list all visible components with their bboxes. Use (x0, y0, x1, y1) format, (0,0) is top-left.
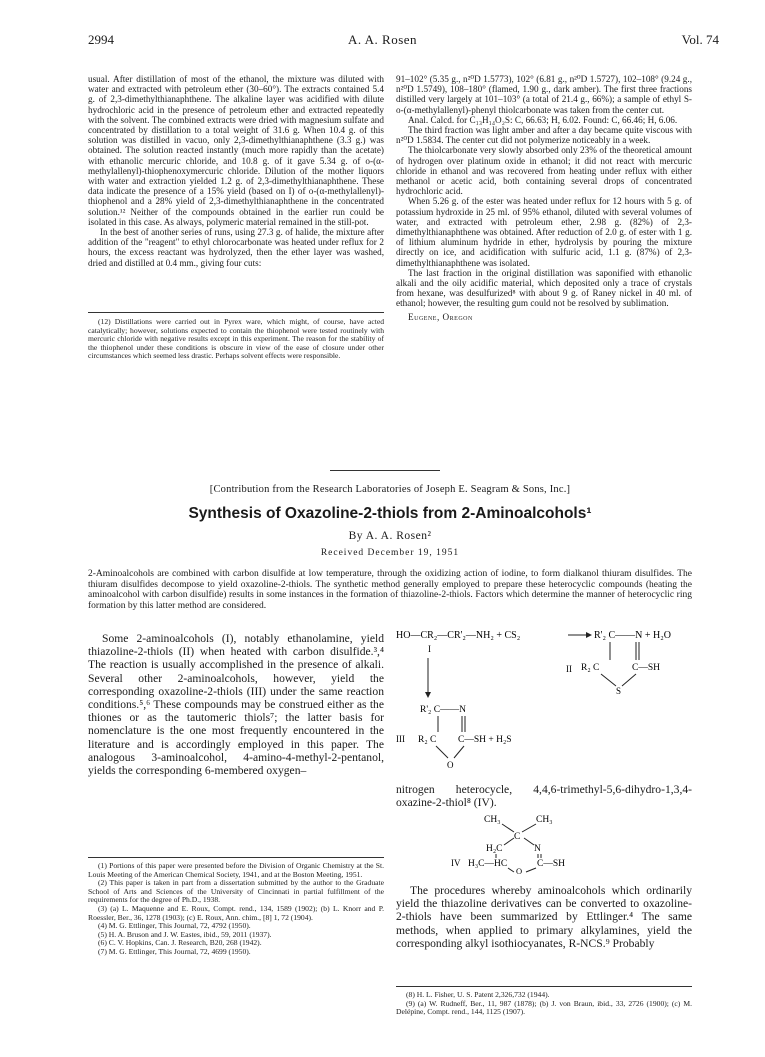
paragraph: When 5.26 g. of the ester was heated under reflux for 12 hours with 5 g. of potassium hydroxide in 25 ml. of 95% ethanol, diluted with several volumes of water, and extracted with petroleum ether, 2.98 g. (82%) of 2,3-dimethylthianaphthene was obtained. After reduction of 2.0 g. of ester with 1 g. of lithium aluminum hydride in ether, hydrolysis by pouring the mixture directly on ice, and acidification with sulfuric acid, 1.1 g. (87%) of 2,3-dimethylthianaphthene was isolated. (396, 196, 692, 268)
volume-label: Vol. 74 (681, 32, 719, 47)
IV-CH3-left: CH₃ (484, 815, 501, 825)
IV-N: N (534, 844, 541, 854)
footnote: (7) M. G. Ettlinger, This Journal, 72, 4699 (1950). (98, 946, 251, 956)
bond (622, 674, 636, 686)
IV-CSH: C—SH (537, 859, 565, 869)
left-footnote (88, 318, 384, 361)
III-top: R'₂ C——N (420, 705, 466, 715)
bond (508, 868, 514, 872)
footnote: (4) M. G. Ettlinger, This Journal, 72, 4792 (1950). (98, 921, 251, 931)
contribution-line: [Contribution from the Research Laboratories of Joseph E. Seagram & Sons, Inc.] (209, 484, 571, 495)
III-O: O (447, 760, 454, 770)
footnote-rule (396, 986, 692, 987)
arrow-head-icon (586, 632, 592, 638)
paragraph: 91–102° (5.35 g., n²⁰D 1.5773), 102° (6.81 g., n²⁰D 1.5727), 102–108° (9.24 g., n²⁰D 1.5749), 108–180° (flamed, 1.90 g., dark amber). The first three fractions distilled very largely at 101–103° (a total of 21.4 g., 66%); a sample of ethyl S-o-(α-methylallenyl)-phenyl thiolcarbonate was taken from the center cut. (396, 74, 692, 115)
body-right-a (396, 783, 692, 809)
reactant-equation: HO—CR₂—CR'₂—NH₂ + CS₂ (396, 630, 521, 641)
bond (436, 746, 448, 758)
running-author: A. A. Rosen (347, 32, 418, 47)
II-R2C: R₂ C (581, 663, 600, 673)
right-column-text (396, 74, 692, 322)
footnote: (9) (a) W. Rudneff, Ber., 11, 987 (1878); (b) J. von Braun, ibid., 33, 2726 (1900); (c) M. Delépine, Compt. rend., 144, 1125 (1907). (396, 998, 692, 1017)
bond (502, 824, 514, 832)
II-CSH: C—SH (632, 663, 660, 673)
footnote: (6) C. V. Hopkins, Can. J. Research, B20, 268 (1942). (98, 938, 262, 948)
bond (522, 824, 536, 832)
bond (504, 838, 514, 845)
page-number: 2994 (88, 32, 114, 47)
footnote-rule (88, 312, 384, 313)
paragraph: Some 2-aminoalcohols (I), notably ethanolamine, yield thiazoline-2-thiols (II) when heated with carbon disulfide.³,⁴ The reaction is usually accomplished in the presence of alkali. Several other 2-aminoalcohols, however, yield the corresponding oxazoline-2-thiols (III) under the same reaction conditions.⁵,⁶ These compounds may be construed either as the thiones or as the tautomeric thiols⁷; the latter basis for nomenclature is the one most frequently encountered in the literature and is accordingly employed in this paper. The analogous 3-aminoalcohol, 4-amino-4-methyl-2-pentanol, yields the corresponding 6-membered oxygen– (88, 632, 384, 778)
II-S: S (616, 686, 622, 696)
body-left (88, 632, 384, 777)
label-IV: IV (451, 858, 461, 868)
IV-O: O (516, 866, 523, 874)
footnote: (2) This paper is taken in part from a dissertation submitted by the author to the Graduate School of Arts and Sciences of the University of Cincinnati in partial fulfillment of the requirements for the degree of Ph.D., 1938. (88, 878, 384, 905)
paragraph: In the best of another series of runs, using 27.3 g. of halide, the mixture after addition of the "reagent" to ethyl chlorocarbonate was heated under reflux for 2 hours, the excess reactant was hydrolyzed, then the ether layer was washed, dried and distilled at 0.4 mm., giving four cuts: (88, 227, 384, 268)
III-CSH: C—SH + H₂S (458, 735, 512, 745)
arrow-head-icon (425, 692, 431, 698)
footnote: (12) Distillations were carried out in Pyrex ware, which might, of course, have acted catalytically; however, solutions expected to contain the thiophenol were tested routinely with mercuric chloride with negative results except in this experiment. The reason for the stability of the thiophenol under these conditions is obscure in view of the ease of closure under other circumstances which seemed less drastic. Perhaps solvent effects were responsible. (88, 317, 384, 361)
paragraph: The procedures whereby aminoalcohols which ordinarily yield the thiazoline derivatives can be converted to oxazoline-2-thiols have been summarized by Ettlinger.⁴ The same methods, when applied to primary alkylamines, yield the corresponding alkyl isothiocyanates, R-NCS.⁹ Probably (396, 884, 692, 950)
received-date: Received December 19, 1951 (320, 548, 460, 558)
IV-CH3-right: CH₃ (536, 815, 553, 825)
footnote: (8) H. L. Fisher, U. S. Patent 2,326,732 (1944). (406, 990, 550, 999)
bond (601, 674, 616, 686)
paragraph: Anal. Calcd. for C₁₃H₁₄O₂S: C, 66.63; H, 6.02. Found: C, 66.46; H, 6.06. (408, 114, 678, 125)
reaction-scheme (396, 628, 696, 780)
bond (526, 868, 536, 872)
article-title: Synthesis of Oxazoline-2-thiols from 2-Aminoalcohols¹ (188, 505, 592, 522)
footnote: (3) (a) L. Maquenne and E. Roux, Compt. rend., 134, 1589 (1902); (b) L. Knorr and P. Roessler, Ber., 36, 1278 (1903); (c) E. Roux, Ann. chim., [8] 1, 72 (1904). (88, 903, 384, 922)
label-I: I (428, 644, 431, 654)
paragraph: The thiolcarbonate very slowly absorbed only 23% of the theoretical amount of hydrogen over platinum oxide in ethanol; it did not react with mercuric chloride in ethanol and was recovered from heating under reflux with either methanol or acetic acid, both containing several drops of concentrated hydrochloric acid. (396, 145, 692, 197)
location: Eugene, Oregon (408, 311, 473, 322)
footnotes-left (88, 862, 384, 957)
paragraph: nitrogen heterocycle, 4,4,6-trimethyl-5,6-dihydro-1,3,4-oxazine-2-thiol⁸ (IV). (396, 783, 692, 810)
paragraph: The last fraction in the original distillation was saponified with ethanolic alkali and the oily acidific material, which deposited only a trace of crystals from hexane, was desulfurized⁸ with about 9 g. of Raney nickel in 40 ml. of ethanol; however, the resulting gum could not be resolved by sublimation. (396, 267, 692, 309)
III-R2C: R₂ C (418, 735, 437, 745)
left-column-text (88, 74, 384, 268)
paragraph: The third fraction was light amber and after a day became quite viscous with n²⁰D 1.5834. The center cut did not polymerize noticeably in a week. (396, 125, 692, 146)
body-right-b (396, 884, 692, 950)
paragraph: usual. After distillation of most of the ethanol, the mixture was diluted with water and extracted with petroleum ether (30–60°). The extracts contained 5.4 g. of 2,3-dimethylthianaphthene. The alkaline layer was acidified with dilute hydrochloric acid in the presence of petroleum ether and extracted repeatedly with the solvent. The combined extracts were dried with magnesium sulfate and concentrated by distillation to a total weight of 31.6 g. When 10.4 g. of this solution was distilled in vacuo, only 2,3-dimethylthianaphthene (3.3 g.) was obtained. The solution reacted instantly (much more rapidly than the acetate) with ethanolic mercuric chloride, and 10.8 g. of it gave 5.34 g. of o-(α-methylallenyl)-thiophenoxymercuric chloride. Dilution of the mother liquors with water and extraction yielded 1.2 g. of 2,3-dimethylthianaphthene. These data indicate the presence of a 15% yield (based on I) of o-(α-methylallenyl)-thiophenol and a 28% yield of 2,3-dimethylthianaphthene in the concentrated solution.¹² Neither of the compounds obtained in the earlier run could be isolated in this case. As always, polymeric material remained in the still-pot. (88, 74, 384, 227)
footnote-rule (88, 857, 384, 858)
section-divider (330, 470, 440, 471)
footnote: (5) H. A. Bruson and J. W. Eastes, ibid., 59, 2011 (1937). (98, 929, 272, 939)
structure-IV (396, 812, 696, 874)
footnote: (1) Portions of this paper were presented before the Division of Organic Chemistry at the St. Louis Meeting of the American Chemical Society, 1941, and at the Boston Meeting, 1951. (88, 861, 384, 879)
IV-C: C (514, 832, 521, 842)
label-II: II (566, 664, 572, 674)
abstract: 2-Aminoalcohols are combined with carbon disulfide at low temperature, through the oxidizing action of iodine, to form dialkanol thiuram disulfides. The thiuram disulfides decompose to yield oxazoline-2-thiols. The synthetic method generally employed to prepare these heterocyclic compounds (heating the aminoalcohol with carbon disulfide) results in some instances in the formation of thiazoline-2-thiols. Factors which determine the manner of heterocyclic ring formation by this latter method are considered. (88, 569, 692, 611)
byline: By A. A. Rosen² (348, 530, 432, 542)
bond (454, 746, 464, 758)
product-II-top: R'₂ C——N + H₂O (594, 630, 671, 641)
running-header (0, 32, 765, 50)
footnotes-right (396, 991, 692, 1017)
IV-H2C: H₂C (486, 844, 503, 854)
bond (524, 838, 534, 845)
IV-row: H₃C—HC (468, 859, 508, 869)
label-III: III (396, 734, 405, 744)
